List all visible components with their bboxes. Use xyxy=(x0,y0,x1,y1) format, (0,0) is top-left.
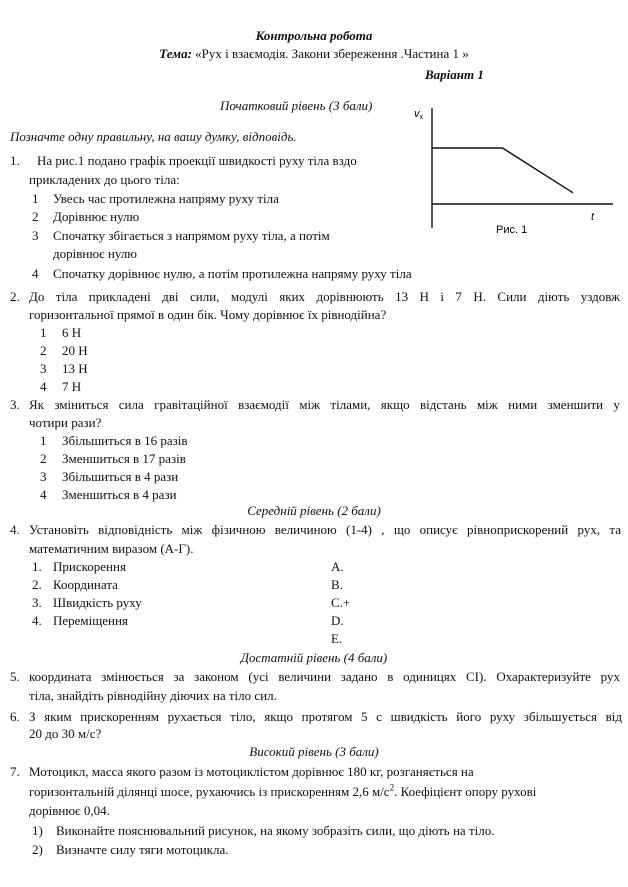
theme-text: «Рух і взаємодія. Закони збереження .Частина 1 » xyxy=(195,46,469,61)
q4-right-item: В. xyxy=(331,577,343,592)
q7-sub-number: 1) xyxy=(32,823,43,838)
q4-right-item: Е. xyxy=(331,631,343,646)
q5-text-line1: координата змінюється за законом (усі величини задано в одиницях СІ). Охарактеризуйте рух xyxy=(29,669,620,684)
q4-left-item: Переміщення xyxy=(53,613,128,628)
q1-option-number: 2 xyxy=(32,209,39,224)
velocity-graph-figure xyxy=(408,104,623,239)
q4-left-item: Прискорення xyxy=(53,559,126,574)
q3-option-number: 4 xyxy=(40,487,47,502)
level-initial-heading: Початковий рівень (3 бали) xyxy=(220,98,373,113)
q4-text-line2: математичним виразом (А-Г). xyxy=(29,541,194,556)
q6-number: 6. xyxy=(10,709,20,724)
test-title: Контрольна робота xyxy=(255,28,373,43)
q4-left-number: 3. xyxy=(32,595,42,610)
level-high-heading: Високий рівень (3 бали) xyxy=(249,744,379,759)
q4-right-item: D. xyxy=(331,613,344,628)
q1-option-number: 3 xyxy=(32,228,39,243)
q7-text-line3: дорівнює 0,04. xyxy=(29,803,110,818)
q7-sub-text: Визначте силу тяги мотоцикла. xyxy=(56,842,229,857)
q7-line2-sup: 2 xyxy=(389,782,395,793)
test-theme xyxy=(0,45,628,62)
q2-text-line1: До тіла прикладені дві сили, модулі яких дорівнюють 13 Н і 7 Н. Сили діють уздовж xyxy=(29,289,620,304)
q4-left-item: Координата xyxy=(53,577,118,592)
q4-text-line1: Установіть відповідність між фізичною величиною (1-4) , що описує рівноприскорений рух, та xyxy=(29,522,621,537)
variant-label: Варіант 1 xyxy=(425,67,484,82)
q2-option-text: 13 Н xyxy=(62,361,88,376)
q1-option-text: Увесь час протилежна напряму руху тіла xyxy=(53,191,279,206)
q4-right-item: С.+ xyxy=(331,595,351,610)
q3-option-text: Зменшиться в 4 рази xyxy=(62,487,177,502)
q2-number: 2. xyxy=(10,289,20,304)
q3-option-text: Зменшиться в 17 разів xyxy=(62,451,186,466)
q2-option-text: 20 Н xyxy=(62,343,88,358)
q7-line2-a: горизонтальній ділянці шосе, рухаючись із прискоренням 2,6 м/с xyxy=(29,784,390,799)
q2-option-number: 4 xyxy=(40,379,47,394)
q7-number: 7. xyxy=(10,764,20,779)
q1-option-text: Дорівнює нулю xyxy=(53,209,140,224)
q3-option-number: 1 xyxy=(40,433,47,448)
q1-number: 1. xyxy=(10,153,20,168)
q1-text-line2: прикладених до цього тіла: xyxy=(29,172,180,187)
q2-option-text: 6 Н xyxy=(62,325,82,340)
q3-text-line2: чотири рази? xyxy=(29,415,102,430)
q6-text-line2: 20 до 30 м/с? xyxy=(29,726,102,741)
theme-label: Тема: xyxy=(159,46,192,61)
level-sufficient-heading: Достатній рівень (4 бали) xyxy=(240,650,388,665)
q3-option-text: Збільшиться в 4 рази xyxy=(62,469,179,484)
q4-right-item: А. xyxy=(331,559,344,574)
q1-option-number: 1 xyxy=(32,191,39,206)
q2-option-number: 3 xyxy=(40,361,47,376)
q7-text-line2 xyxy=(29,783,536,800)
q2-option-number: 2 xyxy=(40,343,47,358)
x-axis-label: t xyxy=(591,211,595,223)
q3-option-number: 3 xyxy=(40,469,47,484)
q7-sub-number: 2) xyxy=(32,842,43,857)
q3-text-line1: Як зміниться сила гравітаційної взаємодії між тілами, якщо відстань між ними зменшити у xyxy=(29,397,620,412)
q1-option-number: 4 xyxy=(32,266,39,281)
instruction: Позначте одну правильну, на вашу думку, відповідь. xyxy=(10,129,297,144)
q7-text-line1: Мотоцикл, масса якого разом із мотоциклістом дорівнює 180 кг, розганяється на xyxy=(29,764,474,779)
q4-left-number: 1. xyxy=(32,559,42,574)
figure-caption: Рис. 1 xyxy=(496,224,528,236)
velocity-line xyxy=(432,148,573,193)
q4-left-number: 4. xyxy=(32,613,42,628)
q4-left-number: 2. xyxy=(32,577,42,592)
q5-number: 5. xyxy=(10,669,20,684)
q3-number: 3. xyxy=(10,397,20,412)
level-middle-heading: Середній рівень (2 бали) xyxy=(247,503,381,518)
q7-line2-b: . Коефіцієнт опору руховi xyxy=(394,784,537,799)
q2-option-text: 7 Н xyxy=(62,379,82,394)
q4-number: 4. xyxy=(10,522,20,537)
q2-option-number: 1 xyxy=(40,325,47,340)
q1-option-text: Спочатку дорівнює нулю, а потім протилежна напряму руху тіла xyxy=(53,266,412,281)
q3-option-text: Збільшиться в 16 разів xyxy=(62,433,188,448)
q1-option-text: дорівнює нулю xyxy=(53,246,137,261)
q3-option-number: 2 xyxy=(40,451,47,466)
q2-text-line2: горизонтальної прямої в один бік. Чому дорівнює їх рівнодійна? xyxy=(29,307,387,322)
q6-text-line1: З яким прискоренням рухається тіло, якщо протягом 5 с швидкість його руху збільшується від xyxy=(29,709,622,724)
q1-text-line1: На рис.1 подано графік проекції швидкості руху тіла вздо xyxy=(37,153,357,168)
q5-text-line2: тіла, знайдіть рівнодійну діючих на тіло сил. xyxy=(29,688,277,703)
y-axis-label: vx xyxy=(414,108,423,121)
q1-option-text: Спочатку збігається з напрямом руху тіла, а потім xyxy=(53,228,330,243)
q7-sub-text: Виконайте пояснювальний рисунок, на якому зобразіть сили, що діють на тіло. xyxy=(56,823,495,838)
q4-left-item: Швидкість руху xyxy=(53,595,142,610)
